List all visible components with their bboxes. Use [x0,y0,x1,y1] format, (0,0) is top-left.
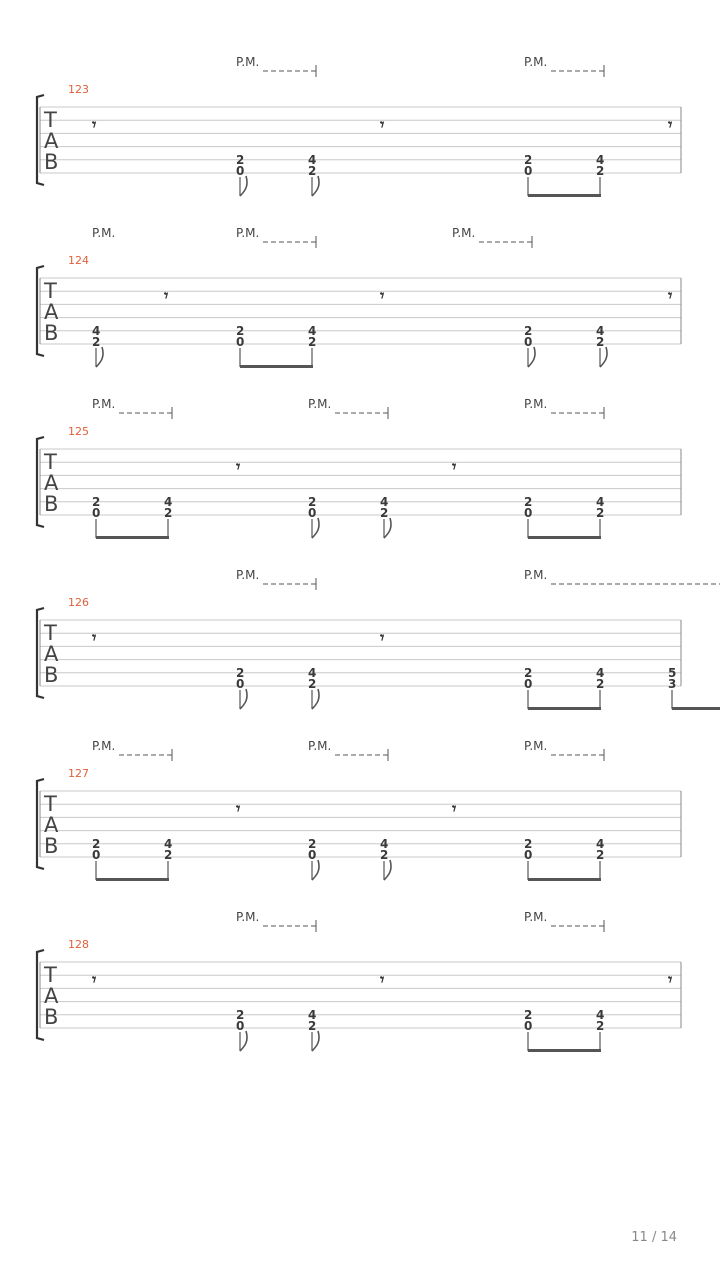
tab-clef-letter: A [44,300,59,324]
tab-clef-letter: B [44,1005,59,1029]
fret-number: 4 [308,324,317,338]
palm-mute-label: P.M. [524,397,548,411]
palm-mute-label: P.M. [452,226,476,240]
fret-number: 2 [524,837,533,851]
tab-clef-letter: A [44,813,59,837]
note-flag [240,176,247,196]
fret-number: 2 [92,495,101,509]
fret-number: 4 [596,837,605,851]
tab-clef-letter: A [44,471,59,495]
fret-number: 2 [236,324,245,338]
fret-number: 4 [308,1008,317,1022]
fret-number: 0 [92,848,101,862]
fret-number: 4 [164,495,173,509]
fret-number: 0 [524,848,533,862]
note-beam [528,1049,601,1052]
fret-number: 4 [380,837,389,851]
measure-number: 124 [68,254,89,267]
fret-number: 2 [524,666,533,680]
palm-mute-label: P.M. [92,397,116,411]
tab-clef-letter: T [44,621,57,645]
fret-number: 0 [524,164,533,178]
eighth-rest: 𝄾 [380,628,385,647]
tab-clef-letter: A [44,129,59,153]
tab-clef-letter: B [44,321,59,345]
palm-mute-label: P.M. [308,739,332,753]
eighth-rest: 𝄾 [380,115,385,134]
page-indicator: 11 / 14 [631,1230,677,1245]
eighth-rest: 𝄾 [236,799,241,818]
fret-number: 2 [164,506,173,520]
fret-number: 5 [668,666,677,680]
note-flag [528,347,535,367]
tab-clef-letter: A [44,984,59,1008]
eighth-rest: 𝄾 [236,457,241,476]
fret-number: 2 [308,837,317,851]
tab-clef-letter: B [44,663,59,687]
measure-number: 125 [68,425,89,438]
measure-number: 123 [68,83,89,96]
fret-number: 4 [308,666,317,680]
fret-number: 4 [596,666,605,680]
fret-number: 0 [524,1019,533,1033]
fret-number: 2 [380,848,389,862]
palm-mute-label: P.M. [236,55,260,69]
eighth-rest: 𝄾 [92,628,97,647]
fret-number: 0 [92,506,101,520]
fret-number: 2 [308,164,317,178]
fret-number: 2 [308,1019,317,1033]
note-flag [384,518,391,538]
fret-number: 2 [596,164,605,178]
palm-mute-label: P.M. [308,397,332,411]
fret-number: 0 [308,848,317,862]
note-flag [384,860,391,880]
fret-number: 2 [308,495,317,509]
note-flag [312,518,319,538]
tab-clef-letter: B [44,834,59,858]
eighth-rest: 𝄾 [668,970,673,989]
fret-number: 4 [596,495,605,509]
note-flag [312,689,319,709]
measure-number: 126 [68,596,89,609]
note-beam [672,707,720,710]
fret-number: 2 [596,1019,605,1033]
palm-mute-label: P.M. [236,226,260,240]
eighth-rest: 𝄾 [92,115,97,134]
note-beam [528,194,601,197]
note-flag [312,860,319,880]
eighth-rest: 𝄾 [164,286,169,305]
fret-number: 3 [668,677,677,691]
eighth-rest: 𝄾 [452,799,457,818]
fret-number: 0 [524,506,533,520]
fret-number: 2 [308,335,317,349]
note-flag [312,1031,319,1051]
note-beam [96,536,169,539]
fret-number: 4 [164,837,173,851]
fret-number: 4 [308,153,317,167]
fret-number: 0 [236,164,245,178]
note-flag [312,176,319,196]
fret-number: 0 [524,677,533,691]
fret-number: 4 [596,153,605,167]
eighth-rest: 𝄾 [380,286,385,305]
eighth-rest: 𝄾 [668,115,673,134]
tab-clef-letter: T [44,108,57,132]
fret-number: 0 [524,335,533,349]
fret-number: 2 [524,495,533,509]
eighth-rest: 𝄾 [452,457,457,476]
tab-clef-letter: T [44,792,57,816]
fret-number: 4 [380,495,389,509]
tab-clef-letter: T [44,279,57,303]
fret-number: 4 [596,324,605,338]
fret-number: 0 [236,677,245,691]
measure-number: 128 [68,938,89,951]
fret-number: 2 [524,1008,533,1022]
note-beam [528,878,601,881]
palm-mute-label: P.M. [236,910,260,924]
measure-number: 127 [68,767,89,780]
eighth-rest: 𝄾 [668,286,673,305]
fret-number: 2 [236,666,245,680]
eighth-rest: 𝄾 [92,970,97,989]
fret-number: 2 [92,335,101,349]
fret-number: 2 [236,1008,245,1022]
palm-mute-label: P.M. [524,568,548,582]
fret-number: 2 [596,506,605,520]
fret-number: 0 [236,335,245,349]
fret-number: 2 [236,153,245,167]
fret-number: 2 [596,677,605,691]
eighth-rest: 𝄾 [380,970,385,989]
fret-number: 2 [524,324,533,338]
note-beam [528,707,601,710]
fret-number: 2 [308,677,317,691]
note-beam [240,365,313,368]
fret-number: 2 [380,506,389,520]
palm-mute-label: P.M. [236,568,260,582]
note-flag [600,347,607,367]
palm-mute-label: P.M. [524,55,548,69]
palm-mute-label: P.M. [92,739,116,753]
tab-clef-letter: B [44,492,59,516]
tab-clef-letter: A [44,642,59,666]
note-flag [240,1031,247,1051]
fret-number: 4 [92,324,101,338]
note-flag [96,347,103,367]
note-beam [96,878,169,881]
palm-mute-label: P.M. [92,226,116,240]
fret-number: 2 [596,848,605,862]
fret-number: 0 [236,1019,245,1033]
palm-mute-label: P.M. [524,739,548,753]
fret-number: 2 [524,153,533,167]
fret-number: 2 [92,837,101,851]
palm-mute-label: P.M. [524,910,548,924]
fret-number: 4 [596,1008,605,1022]
fret-number: 2 [164,848,173,862]
note-flag [240,689,247,709]
fret-number: 0 [308,506,317,520]
tab-clef-letter: T [44,963,57,987]
note-beam [528,536,601,539]
fret-number: 2 [596,335,605,349]
tab-clef-letter: T [44,450,57,474]
tab-clef-letter: B [44,150,59,174]
